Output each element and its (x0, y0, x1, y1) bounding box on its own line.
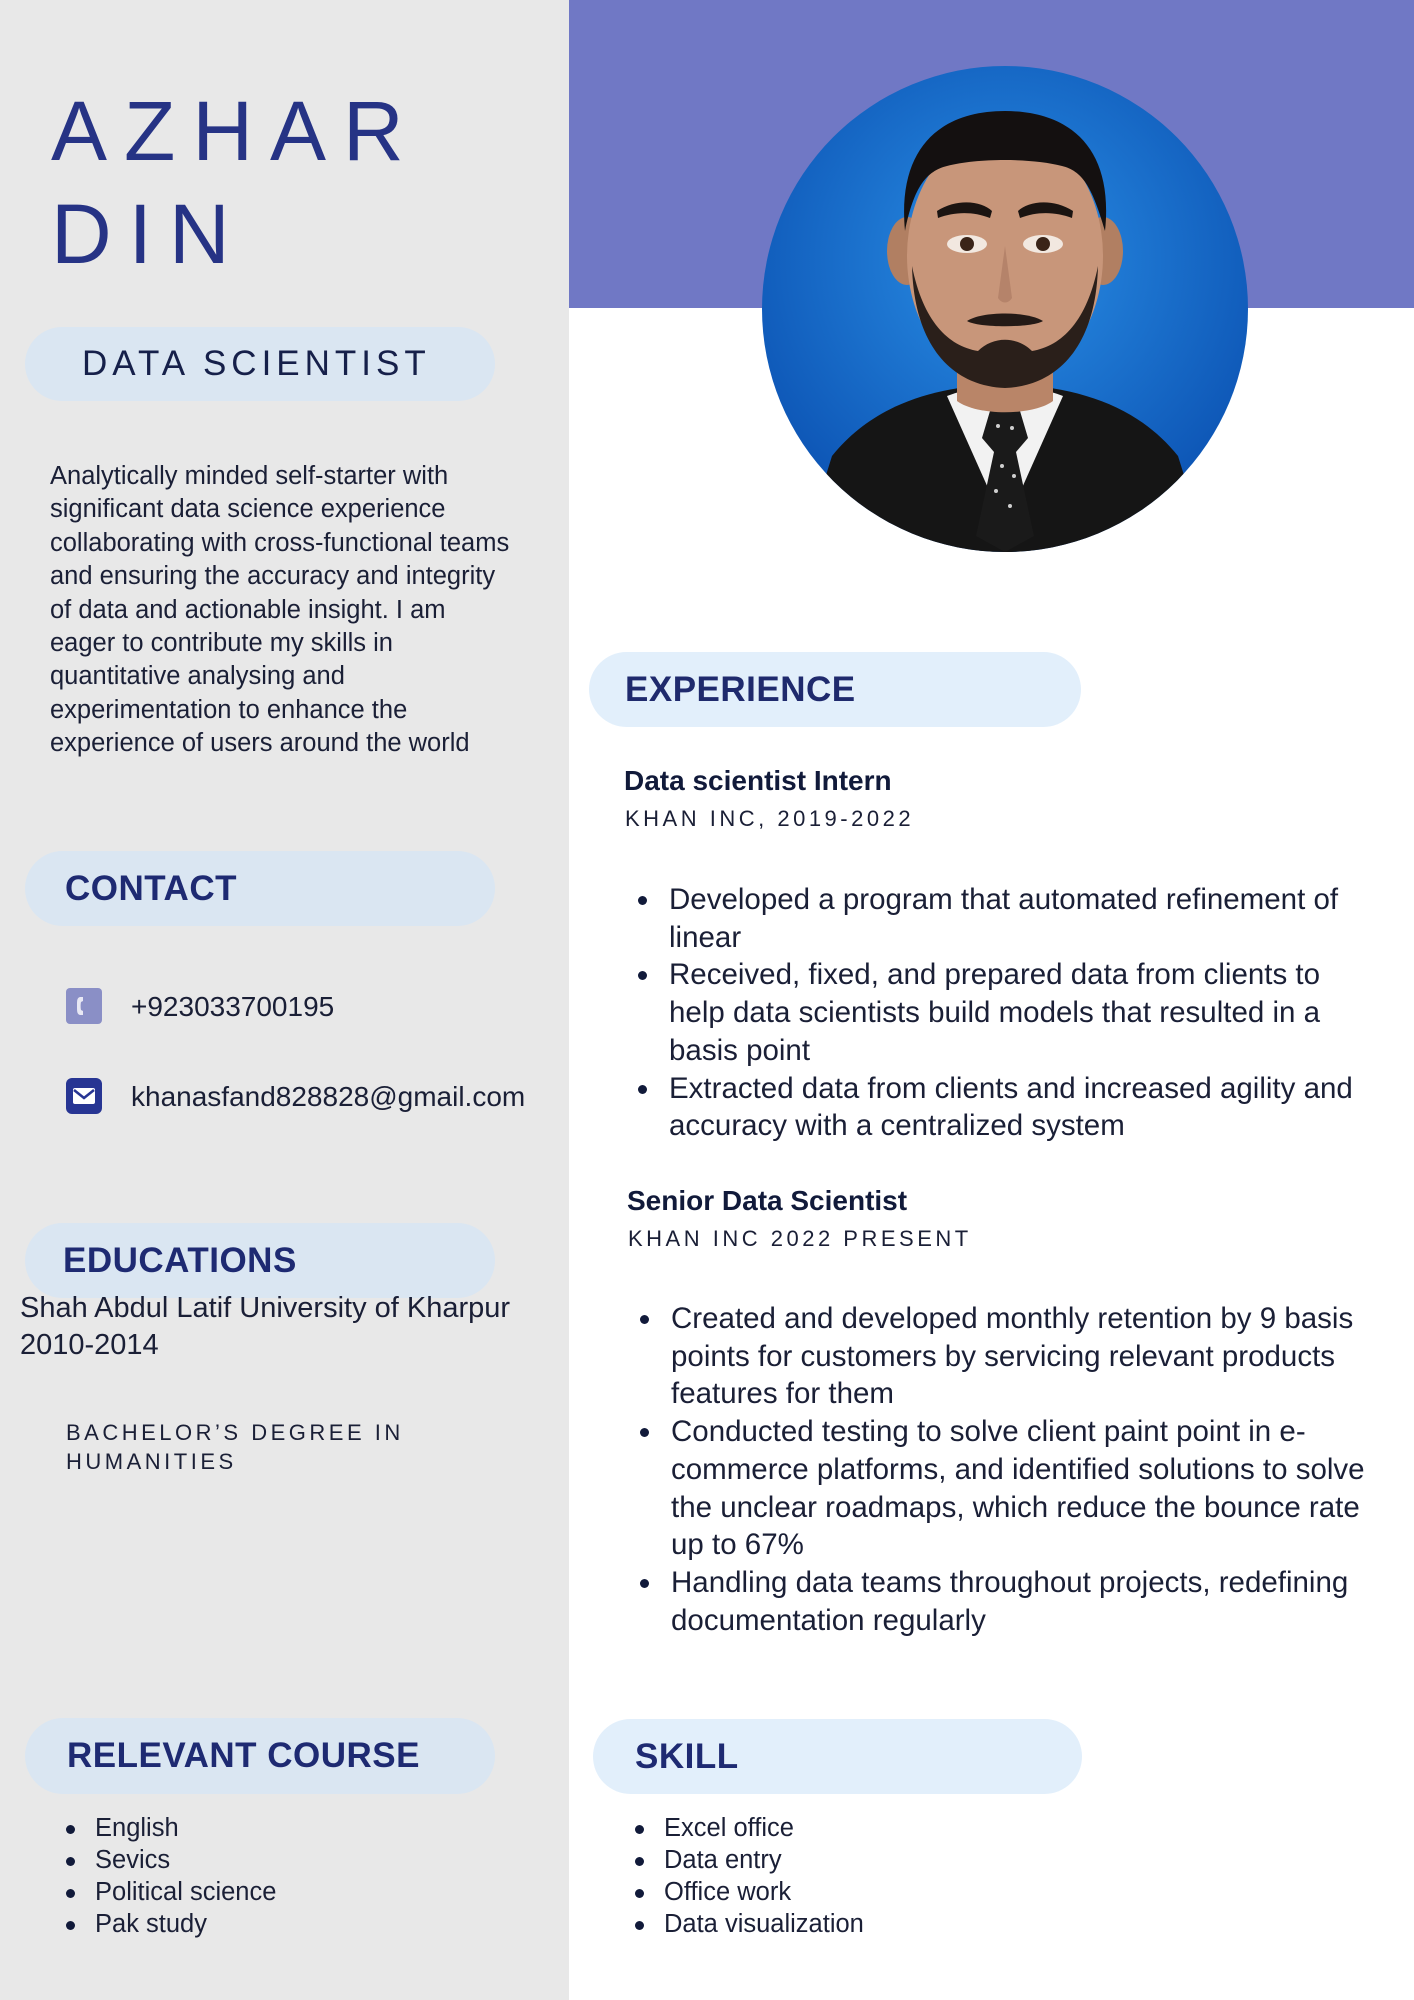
job-bullets (671, 1300, 1371, 1639)
list-item: Received, fixed, and prepared data from clients to help data scientists build models that resulted in a basis point (669, 956, 1374, 1069)
experience-heading-pill (589, 652, 1081, 727)
education-school: Shah Abdul Latif University of Kharpur 2010-2014 (20, 1292, 511, 1361)
education-degree: BACHELOR’S DEGREE IN HUMANITIES (66, 1420, 404, 1474)
email-address[interactable]: khanasfand828828@gmail.com (131, 1081, 526, 1112)
education-heading-pill (25, 1223, 495, 1298)
list-item: Pak study (95, 1908, 276, 1940)
phone-icon (66, 988, 102, 1024)
list-item: Conducted testing to solve client paint point in e-commerce platforms, and identified solutions to solve the unclear roadmaps, which reduce the bounce rate up to 67% (671, 1413, 1371, 1564)
list-item: Excel office (664, 1812, 864, 1844)
profile-photo (762, 66, 1248, 552)
job-company-dates: KHAN INC, 2019-2022 (625, 806, 915, 831)
experience-heading: EXPERIENCE (625, 669, 856, 709)
list-item: Political science (95, 1878, 277, 1906)
course-heading-pill (25, 1718, 495, 1794)
list-item: Handling data teams throughout projects, redefining documentation regularly (671, 1564, 1371, 1639)
phone-number[interactable]: +923033700195 (131, 991, 335, 1022)
list-item: Data entry (664, 1844, 864, 1876)
profile-summary: Analytically minded self-starter with significant data science experience collaborating with cross-functional teams and ensuring the accuracy and integrity of data and actionable insight. I am eager to contribute my skills in quantitative analysing and experimentation to enhance the experience of users around the world (50, 462, 510, 758)
role-pill (25, 327, 495, 401)
skill-list (664, 1812, 864, 1940)
skill-heading: SKILL (635, 1736, 739, 1776)
candidate-name (51, 80, 421, 286)
contact-heading-pill (25, 851, 495, 926)
list-item: Extracted data from clients and increased agility and accuracy with a centralized system (669, 1070, 1374, 1145)
list-item: Office work (664, 1876, 864, 1908)
course-list (95, 1812, 276, 1940)
job-company-dates: KHAN INC 2022 PRESENT (628, 1226, 972, 1251)
education-heading: EDUCATIONS (63, 1240, 297, 1280)
course-heading: RELEVANT COURSE (67, 1736, 420, 1775)
list-item: Data visualization (664, 1910, 864, 1938)
contact-heading: CONTACT (65, 868, 237, 908)
skill-heading-pill (593, 1719, 1082, 1794)
first-name: AZHAR (51, 84, 421, 178)
phone-row (66, 988, 531, 1025)
list-item: Created and developed monthly retention by 9 basis points for customers by servicing relevant products features for them (671, 1300, 1371, 1413)
list-item: Sevics (95, 1844, 276, 1876)
job-bullets (669, 881, 1374, 1145)
job-title: Senior Data Scientist (627, 1185, 908, 1216)
email-row (66, 1078, 531, 1115)
portrait-image (762, 66, 1248, 552)
envelope-icon (66, 1078, 102, 1114)
last-name: DIN (51, 187, 247, 281)
list-item: Developed a program that automated refinement of linear (669, 881, 1374, 956)
list-item: English (95, 1812, 276, 1844)
job-title: Data scientist Intern (624, 765, 892, 796)
job-role: DATA SCIENTIST (82, 344, 431, 383)
